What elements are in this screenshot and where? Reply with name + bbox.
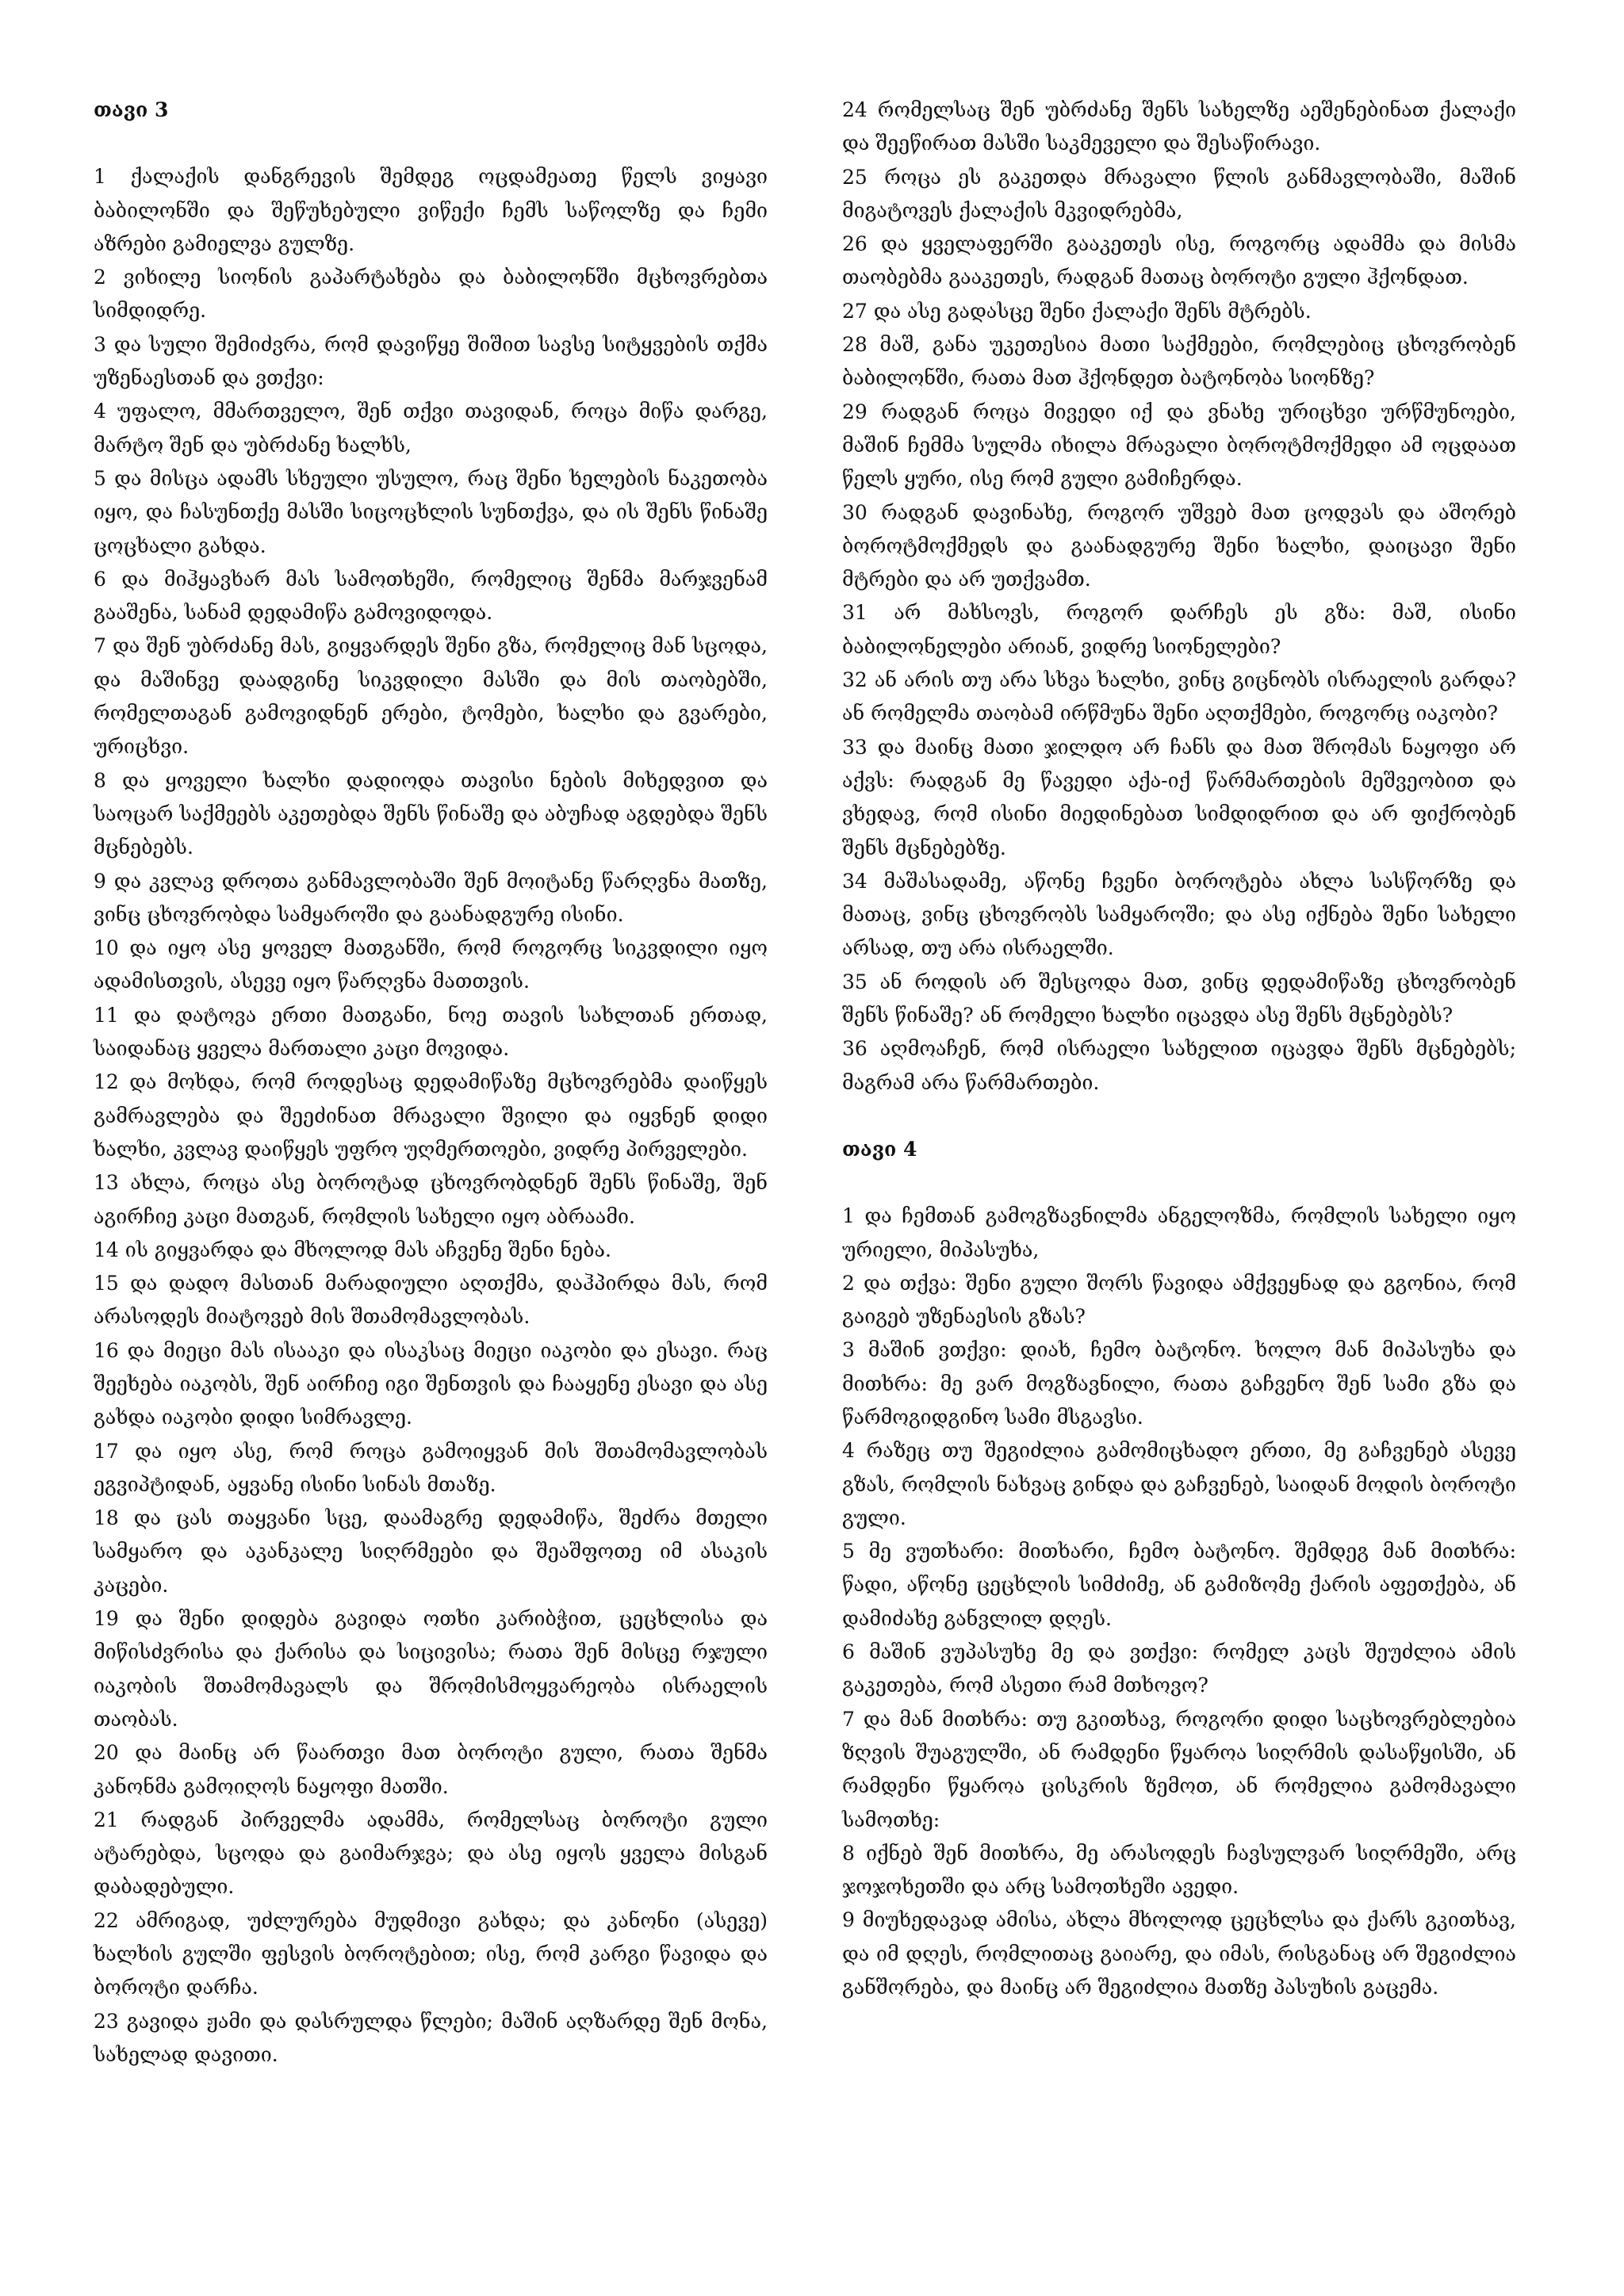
verse: 4 უფალო, მმართველო, შენ თქვი თავიდან, როცა მიწა დარგე, მარტო შენ და უბრძანე ხალხს, bbox=[94, 400, 768, 457]
verse: 12 და მოხდა, რომ როდესაც დედამიწაზე მცხოვრებმა დაიწყეს გამრავლება და შეეძინათ მრავალი შვილი და იყვნენ დიდი ხალხი, კვლავ დაიწყეს უფრო უღმერთოები, ვიდრე პირველები. bbox=[94, 1070, 768, 1161]
verse: 7 და შენ უბრძანე მას, გიყვარდეს შენი გზა, რომელიც მან სცოდა, და მაშინვე დაადგინე სიკვდილი მასში და მის თაობებში, რომელთაგან გამოვიდნენ ერები, ტომები, ხალხი და გვარები, ურიცხვი. bbox=[94, 634, 768, 759]
verse: 22 ამრიგად, უძლურება მუდმივი გახდა; და კანონი (ასევე) ხალხის გულში ფესვის ბოროტებით; ისე, რომ კარგი წავიდა და ბოროტი დარჩა. bbox=[94, 1908, 768, 1999]
verse: 20 და მაინც არ წაართვი მათ ბოროტი გული, რათა შენმა კანონმა გამოიღოს ნაყოფი მათში. bbox=[94, 1741, 768, 1798]
verse: 8 იქნებ შენ მითხრა, მე არასოდეს ჩავსულვარ სიღრმეში, არც ჯოჯოხეთში და არც სამოთხეში ავედი. bbox=[842, 1841, 1516, 1899]
verse-list bbox=[842, 1200, 1516, 2004]
verse: 1 და ჩემთან გამოგზავნილმა ანგელოზმა, რომლის სახელი იყო ურიელი, მიპასუხა, bbox=[842, 1204, 1516, 1261]
verse: 18 და ცას თაყვანი სცე, დაამაგრე დედამიწა, შეძრა მთელი სამყარო და აკანკალე სიღრმეები და შეაშფოთე იმ ასაკის კაცები. bbox=[94, 1506, 768, 1597]
verse-list bbox=[94, 160, 768, 2072]
verse: 5 და მისცა ადამს სხეული უსულო, რაც შენი ხელების ნაკეთობა იყო, და ჩასუნთქე მასში სიცოცხლის სუნთქვა, და ის შენს წინაშე ცოცხალი გახდა. bbox=[94, 466, 768, 557]
verse: 6 და მიჰყავხარ მას სამოთხეში, რომელიც შენმა მარჯვენამ გააშენა, სანამ დედამიწა გამოვიდოდა. bbox=[94, 567, 768, 625]
verse: 30 რადგან დავინახე, როგორ უშვებ მათ ცოდვას და აშორებ ბოროტმოქმედს და გაანადგურე შენი ხალხი, დაიცავი შენი მტრები და არ უთქვამთ. bbox=[842, 500, 1516, 591]
chapter-spacer bbox=[842, 1100, 1516, 1133]
verse: 14 ის გიყვარდა და მხოლოდ მას აჩვენე შენი ნება. bbox=[94, 1238, 611, 1261]
verse: 9 მიუხედავად ამისა, ახლა მხოლოდ ცეცხლსა და ქარს გკითხავ, და იმ დღეს, რომლითაც გაიარე, და იმას, რისგანაც არ შეგიძლია განშორება, და მაინც არ შეგიძლია მათზე პასუხის გაცემა. bbox=[842, 1908, 1516, 1999]
verse-list-continued bbox=[842, 94, 1516, 1100]
verse: 28 მაშ, განა უკეთესია მათი საქმეები, რომლებიც ცხოვრობენ ბაბილონში, რათა მათ ჰქონდეთ ბატონობა სიონზე? bbox=[842, 333, 1516, 390]
verse: 35 ან როდის არ შესცოდა მათ, ვინც დედამიწაზე ცხოვრობენ შენს წინაშე? ან რომელი ხალხი იცავდა ასე შენს მცნებებს? bbox=[842, 970, 1516, 1027]
verse: 25 როცა ეს გაკეთდა მრავალი წლის განმავლობაში, მაშინ მიგატოვეს ქალაქის მკვიდრებმა, bbox=[842, 165, 1516, 222]
verse: 24 რომელსაც შენ უბრძანე შენს სახელზე აეშენებინათ ქალაქი და შეეწირათ მასში საკმეველი და შესაწირავი. bbox=[842, 98, 1516, 155]
verse: 1 ქალაქის დანგრევის შემდეგ ოცდამეათე წელს ვიყავი ბაბილონში და შეწუხებული ვიწექი ჩემს საწოლზე და ჩემი აზრები გამიელვა გულზე. bbox=[94, 165, 768, 255]
chapter-title: თავი 4 bbox=[842, 1137, 917, 1161]
verse: 15 და დადო მასთან მარადიული აღთქმა, დაჰპირდა მას, რომ არასოდეს მიატოვებ მის შთამომავლობას. bbox=[94, 1272, 768, 1329]
verse: 23 გავიდა ჟამი და დასრულდა წლები; მაშინ აღზარდე შენ მონა, სახელად დავითი. bbox=[94, 2009, 768, 2066]
verse: 13 ახლა, როცა ასე ბოროტად ცხოვრობდნენ შენს წინაშე, შენ აგირჩიე კაცი მათგან, რომლის სახელი იყო აბრაამი. bbox=[94, 1171, 768, 1228]
verse: 4 რაზეც თუ შეგიძლია გამომიცხადო ერთი, მე გაჩვენებ ასევე გზას, რომლის ნახვაც გინდა და გაჩვენებ, საიდან მოდის ბოროტი გული. bbox=[842, 1439, 1516, 1529]
verse: 36 აღმოაჩენ, რომ ისრაელი სახელით იცავდა შენს მცნებებს; მაგრამ არა წარმართები. bbox=[842, 1037, 1516, 1094]
verse: 3 და სული შემიძვრა, რომ დავიწყე შიშით სავსე სიტყვების თქმა უზენაესთან და ვთქვი: bbox=[94, 332, 768, 390]
verse: 2 და თქვა: შენი გული შორს წავიდა ამქვეყნად და გგონია, რომ გაიგებ უზენაესის გზას? bbox=[842, 1271, 1516, 1329]
verse: 27 და ასე გადასცე შენი ქალაქი შენს მტრებს. bbox=[842, 299, 1312, 323]
verse: 5 მე ვუთხარი: მითხარი, ჩემო ბატონო. შემდეგ მან მითხრა: წადი, აწონე ცეცხლის სიმძიმე, ან გამიზომე ქარის აფეთქება, ან დამიძახე განვლილ დღეს. bbox=[842, 1540, 1516, 1630]
verse: 6 მაშინ ვუპასუხე მე და ვთქვი: რომელ კაცს შეუძლია ამის გაკეთება, რომ ასეთი რამ მთხოვო? bbox=[842, 1640, 1516, 1697]
verse: 29 რადგან როცა მივედი იქ და ვნახე ურიცხვი ურწმუნოები, მაშინ ჩემმა სულმა იხილა მრავალი ბოროტმოქმედი ამ ოცდაათ წელს ყური, ისე რომ გული გამიჩერდა. bbox=[842, 400, 1516, 491]
verse: 10 და იყო ასე ყოველ მათგანში, რომ როგორც სიკვდილი იყო ადამისთვის, ასევე იყო წარღვნა მათთვის. bbox=[94, 936, 768, 993]
verse: 16 და მიეცი მას ისააკი და ისაკსაც მიეცი იაკობი და ესავი. რაც შეეხება იაკობს, შენ აირჩიე იგი შენთვის და ჩააყენე ესავი და ასე გახდა იაკობი დიდი სიმრავლე. bbox=[94, 1338, 768, 1429]
verse: 33 და მაინც მათი ჯილდო არ ჩანს და მათ შრომას ნაყოფი არ აქვს: რადგან მე წავედი აქა-იქ წარმართების მეშვეობით და ვხედავ, რომ ისინი მიედინებათ სიმდიდრით და არ ფიქრობენ შენს მცნებებზე. bbox=[842, 735, 1516, 859]
left-column bbox=[94, 94, 768, 2072]
right-column bbox=[842, 94, 1516, 2004]
verse: 17 და იყო ასე, რომ როცა გამოიყვან მის შთამომავლობას ეგვიპტიდან, აყვანე ისინი სინას მთაზე. bbox=[94, 1439, 768, 1496]
verse: 3 მაშინ ვთქვი: დიახ, ჩემო ბატონო. ხოლო მან მიპასუხა და მითხრა: მე ვარ მოგზავნილი, რათა გაჩვენო შენ სამი გზა და წარმოგიდგინო სამი მსგავსი. bbox=[842, 1338, 1516, 1429]
chapter-title: თავი 3 bbox=[94, 98, 169, 121]
verse: 2 ვიხილე სიონის გაპარტახება და ბაბილონში მცხოვრებთა სიმდიდრე. bbox=[94, 266, 768, 323]
verse: 34 მაშასადამე, აწონე ჩვენი ბოროტება ახლა სასწორზე და მათაც, ვინც ცხოვრობს სამყაროში; და ასე იქნება შენი სახელი არსად, თუ არა ისრაელში. bbox=[842, 869, 1516, 960]
verse: 32 ან არის თუ არა სხვა ხალხი, ვინც გიცნობს ისრაელის გარდა? ან რომელმა თაობამ ირწმუნა შენი აღთქმები, როგორც იაკობი? bbox=[842, 668, 1516, 725]
verse: 11 და დატოვა ერთი მათგანი, ნოე თავის სახლთან ერთად, საიდანაც ყველა მართალი კაცი მოვიდა. bbox=[94, 1003, 768, 1061]
verse: 31 არ მახსოვს, როგორ დარჩეს ეს გზა: მაშ, ისინი ბაბილონელები არიან, ვიდრე სიონელები? bbox=[842, 601, 1516, 658]
verse: 7 და მან მითხრა: თუ გკითხავ, როგორი დიდი საცხოვრებლებია ზღვის შუაგულში, ან რამდენი წყაროა სიღრმის დასაწყისში, ან რამდენი წყაროა ცისკრის ზემოთ, ან რომელია გამომავალი სამოთხე: bbox=[842, 1707, 1516, 1831]
verse: 19 და შენი დიდება გავიდა ოთხი კარიბჭით, ცეცხლისა და მიწისძვრისა და ქარისა და სიცივისა; რათა შენ მისცე რჯული იაკობის შთამომავალს და შრომისმოყვარეობა ისრაელის თაობას. bbox=[94, 1607, 768, 1731]
verse: 26 და ყველაფერში გააკეთეს ისე, როგორც ადამმა და მისმა თაობებმა გააკეთეს, რადგან მათაც ბოროტი გული ჰქონდათ. bbox=[842, 232, 1516, 289]
verse: 21 რადგან პირველმა ადამმა, რომელსაც ბოროტი გული ატარებდა, სცოდა და გაიმარჯვა; და ასე იყოს ყველა მისგან დაბადებული. bbox=[94, 1808, 768, 1899]
verse: 8 და ყოველი ხალხი დადიოდა თავისი ნების მიხედვით და საოცარ საქმეებს აკეთებდა შენს წინაშე და აბუჩად აგდებდა შენს მცნებებს. bbox=[94, 768, 768, 859]
verse: 9 და კვლავ დროთა განმავლობაში შენ მოიტანე წარღვნა მათზე, ვინც ცხოვრობდა სამყაროში და გაანადგურე ისინი. bbox=[94, 869, 768, 926]
